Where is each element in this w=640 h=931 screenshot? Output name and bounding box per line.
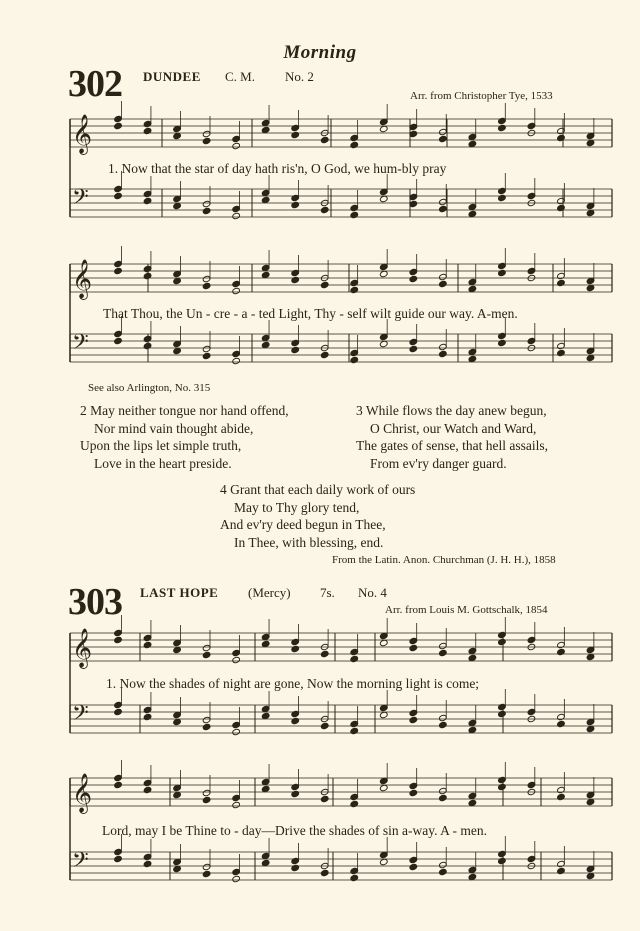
meter: 7s. xyxy=(320,585,335,600)
svg-text:𝄞: 𝄞 xyxy=(72,773,93,813)
verse-line: 4 Grant that each daily work of ours xyxy=(220,482,416,497)
lyrics-line: 1. Now that the star of day hath ris'n, O God, we hum-bly pray xyxy=(108,161,447,176)
hymn-number: 303 xyxy=(68,581,122,623)
verse-line: Nor mind vain thought abide, xyxy=(94,420,254,436)
verse-line: From ev'ry danger guard. xyxy=(370,455,507,471)
verse-line: Upon the lips let simple truth, xyxy=(80,438,242,453)
verse-line: O Christ, our Watch and Ward, xyxy=(370,420,537,436)
arranger-credit: Arr. from Louis M. Gottschalk, 1854 xyxy=(385,604,548,616)
verse-line: In Thee, with blessing, end. xyxy=(234,534,384,550)
svg-text:𝄞: 𝄞 xyxy=(72,259,93,299)
verse-2 xyxy=(80,402,289,472)
source-credit: From the Latin. Anon. Churchman (J. H. H.), 1858 xyxy=(332,554,556,566)
verse-3 xyxy=(356,402,548,472)
verse-line: 3 While flows the day anew begun, xyxy=(356,403,547,418)
verse-4 xyxy=(220,481,415,551)
verse-line: And ev'ry deed begun in Thee, xyxy=(220,517,386,532)
verse-line: 2 May neither tongue nor hand offend, xyxy=(80,403,289,418)
lyrics-line: Lord, may I be Thine to - day—Drive the shades of sin a-way. A - men. xyxy=(102,823,488,838)
svg-text:𝄢: 𝄢 xyxy=(72,701,89,731)
page-title: Morning xyxy=(283,42,357,63)
verse-line: The gates of sense, that hell assails, xyxy=(356,438,548,453)
arranger-credit: Arr. from Christopher Tye, 1533 xyxy=(410,90,553,102)
tune-alt-name: (Mercy) xyxy=(248,585,291,600)
lyrics-line: That Thou, the Un - cre - a - ted Light, Thy - self wilt guide our way. A-men. xyxy=(103,306,518,321)
tune-number: No. 2 xyxy=(285,69,314,84)
svg-text:𝄞: 𝄞 xyxy=(72,628,93,668)
svg-text:𝄢: 𝄢 xyxy=(72,848,89,878)
verse-line: May to Thy glory tend, xyxy=(234,499,360,515)
hymn-number: 302 xyxy=(68,63,122,105)
svg-text:𝄞: 𝄞 xyxy=(72,114,93,154)
tune-name: LAST HOPE xyxy=(140,585,219,600)
verse-line: Love in the heart preside. xyxy=(94,455,232,471)
see-also-note: See also Arlington, No. 315 xyxy=(88,382,211,394)
lyrics-line: 1. Now the shades of night are gone, Now the morning light is come; xyxy=(106,676,480,691)
svg-text:𝄢: 𝄢 xyxy=(72,185,89,215)
tune-name: DUNDEE xyxy=(143,69,201,84)
svg-text:𝄢: 𝄢 xyxy=(72,330,89,360)
tune-number: No. 4 xyxy=(358,585,387,600)
meter: C. M. xyxy=(225,69,255,84)
